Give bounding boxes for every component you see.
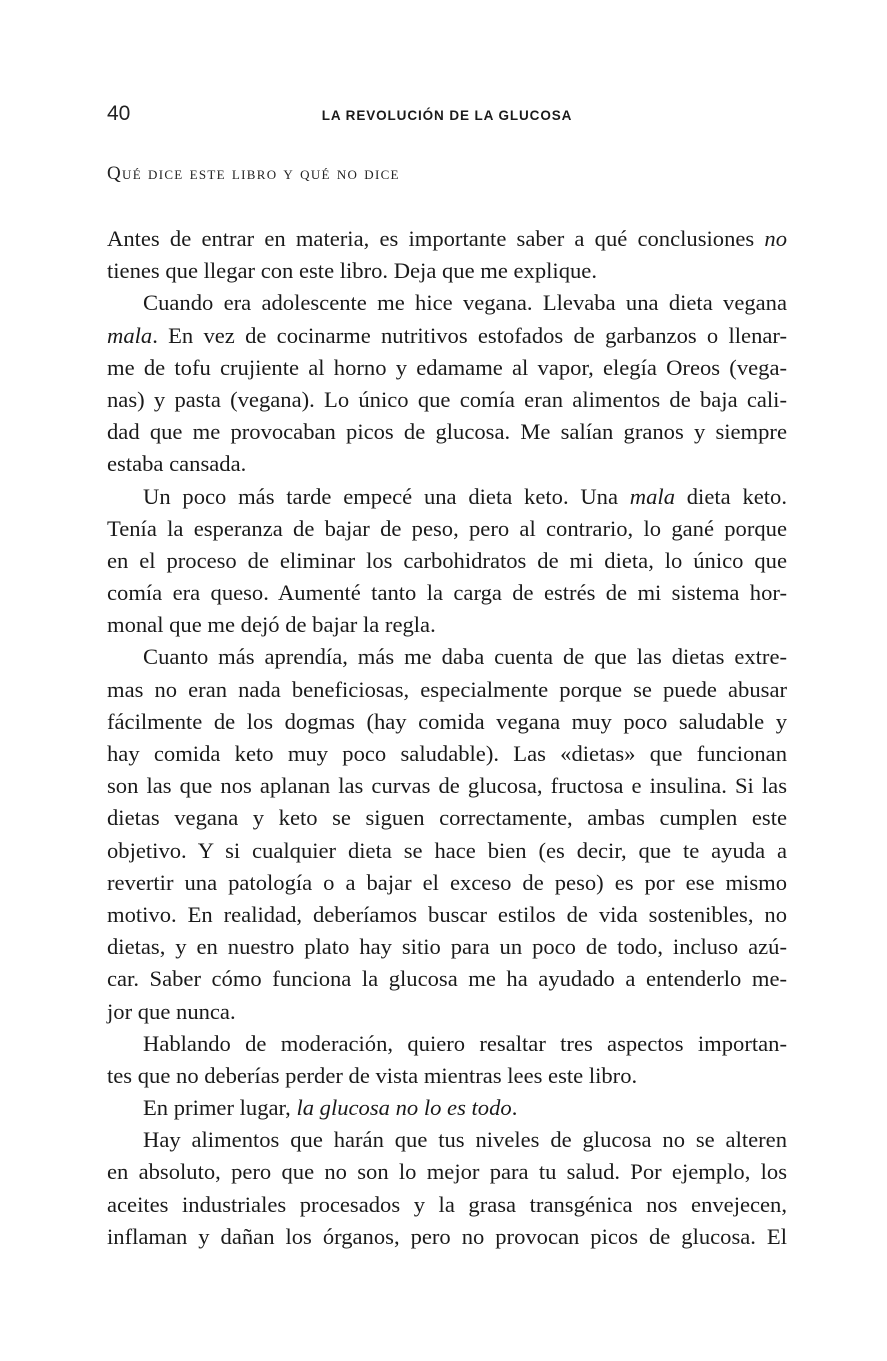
text-line bbox=[107, 287, 787, 319]
text-line bbox=[107, 1028, 787, 1060]
text-line bbox=[107, 577, 787, 609]
text-line bbox=[107, 1060, 787, 1092]
text-line bbox=[107, 674, 787, 706]
text-segment: tienes que llegar con este libro. Deja que me explique. bbox=[107, 258, 597, 284]
text-line bbox=[107, 352, 787, 384]
text-line bbox=[107, 1189, 787, 1221]
page-number: 40 bbox=[107, 102, 131, 125]
section-heading: Qué dice este libro y qué no dice bbox=[107, 163, 400, 184]
text-segment: jor que nunca. bbox=[107, 998, 236, 1024]
text-segment: Un poco más tarde empecé una dieta keto. Una bbox=[143, 483, 630, 509]
text-segment: aceites industriales procesados y la grasa transgénica nos envejecen, bbox=[107, 1191, 787, 1217]
book-title: LA REVOLUCIÓN DE LA GLUCOSA bbox=[321, 108, 573, 123]
text-segment: en absoluto, pero que no son lo mejor para tu salud. Por ejemplo, los bbox=[107, 1159, 787, 1185]
text-line bbox=[107, 1156, 787, 1188]
text-line bbox=[107, 1124, 787, 1156]
text-segment: hay comida keto muy poco saludable). Las «dietas» que funcionan bbox=[107, 741, 787, 766]
text-line bbox=[107, 835, 787, 867]
text-line bbox=[107, 448, 787, 480]
text-line bbox=[107, 641, 787, 673]
text-segment: me de tofu crujiente al horno y edamame al vapor, elegía Oreos (vega- bbox=[107, 354, 787, 380]
text-line bbox=[107, 416, 787, 448]
text-line bbox=[107, 609, 787, 641]
italic-text: mala bbox=[107, 322, 153, 348]
text-segment: objetivo. Y si cualquier dieta se hace bien (es decir, que te ayuda a bbox=[107, 837, 787, 863]
text-line bbox=[107, 770, 787, 802]
text-line bbox=[107, 996, 787, 1028]
text-line bbox=[107, 706, 787, 738]
text-segment: Cuando era adolescente me hice vegana. Llevaba una dieta vegana bbox=[143, 290, 787, 316]
text-line bbox=[107, 513, 787, 545]
body-text bbox=[107, 223, 787, 1253]
text-segment: dietas vegana y keto se siguen correctamente, ambas cumplen este bbox=[107, 805, 787, 831]
text-line bbox=[107, 899, 787, 931]
text-segment: estaba cansada. bbox=[107, 451, 247, 477]
text-segment: . bbox=[511, 1095, 518, 1121]
text-segment: Tenía la esperanza de bajar de peso, pero al contrario, lo gané porque bbox=[107, 515, 787, 541]
text-line bbox=[107, 963, 787, 995]
text-segment: revertir una patología o a bajar el exceso de peso) es por ese mismo bbox=[107, 869, 787, 895]
text-segment: nas) y pasta (vegana). Lo único que comía eran alimentos de baja cali- bbox=[107, 386, 787, 412]
text-line bbox=[107, 481, 787, 513]
text-segment: car. Saber cómo funciona la glucosa me ha ayudado a entenderlo me- bbox=[107, 966, 787, 992]
text-segment: mas no eran nada beneficiosas, especialmente porque se puede abusar bbox=[107, 676, 787, 702]
text-segment: Hay alimentos que harán que tus niveles de glucosa no se alteren bbox=[143, 1127, 787, 1153]
text-segment: tes que no deberías perder de vista mientras lees este libro. bbox=[107, 1062, 638, 1088]
text-line bbox=[107, 545, 787, 577]
text-segment: en el proceso de eliminar los carbohidratos de mi dieta, lo único que bbox=[107, 547, 787, 573]
text-segment: son las que nos aplanan las curvas de glucosa, fructosa e insulina. Si las bbox=[107, 773, 787, 799]
text-line bbox=[107, 1221, 787, 1253]
text-line bbox=[107, 802, 787, 834]
text-line bbox=[107, 255, 787, 287]
text-segment: En primer lugar, bbox=[143, 1095, 297, 1121]
text-segment: Cuanto más aprendía, más me daba cuenta de que las dietas extre- bbox=[143, 644, 787, 670]
text-line bbox=[107, 867, 787, 899]
text-segment: dad que me provocaban picos de glucosa. Me salían granos y siempre bbox=[107, 419, 787, 445]
text-line bbox=[107, 931, 787, 963]
text-line bbox=[107, 223, 787, 255]
text-segment: Antes de entrar en materia, es importante saber a qué conclusiones bbox=[107, 226, 765, 251]
text-line bbox=[107, 1092, 787, 1124]
italic-text: no bbox=[764, 226, 787, 251]
text-segment: inflaman y dañan los órganos, pero no provocan picos de glucosa. El bbox=[107, 1223, 787, 1249]
text-segment: Hablando de moderación, quiero resaltar tres aspectos importan- bbox=[143, 1030, 787, 1056]
text-segment: monal que me dejó de bajar la regla. bbox=[107, 612, 436, 638]
text-line bbox=[107, 320, 787, 352]
running-head bbox=[107, 100, 787, 128]
italic-text: mala bbox=[629, 483, 675, 509]
text-segment: . En vez de cocinarme nutritivos estofados de garbanzos o llenar- bbox=[152, 322, 787, 348]
text-line bbox=[107, 738, 787, 770]
text-segment: dietas, y en nuestro plato hay sitio para un poco de todo, incluso azú- bbox=[107, 934, 787, 960]
text-segment: comía era queso. Aumenté tanto la carga de estrés de mi sistema hor- bbox=[107, 580, 787, 606]
text-segment: dieta keto. bbox=[674, 483, 787, 509]
italic-text: la glucosa no lo es todo bbox=[296, 1095, 512, 1121]
text-segment: motivo. En realidad, deberíamos buscar estilos de vida sostenibles, no bbox=[107, 901, 787, 927]
text-segment: fácilmente de los dogmas (hay comida vegana muy poco saludable y bbox=[107, 708, 787, 734]
text-line bbox=[107, 384, 787, 416]
